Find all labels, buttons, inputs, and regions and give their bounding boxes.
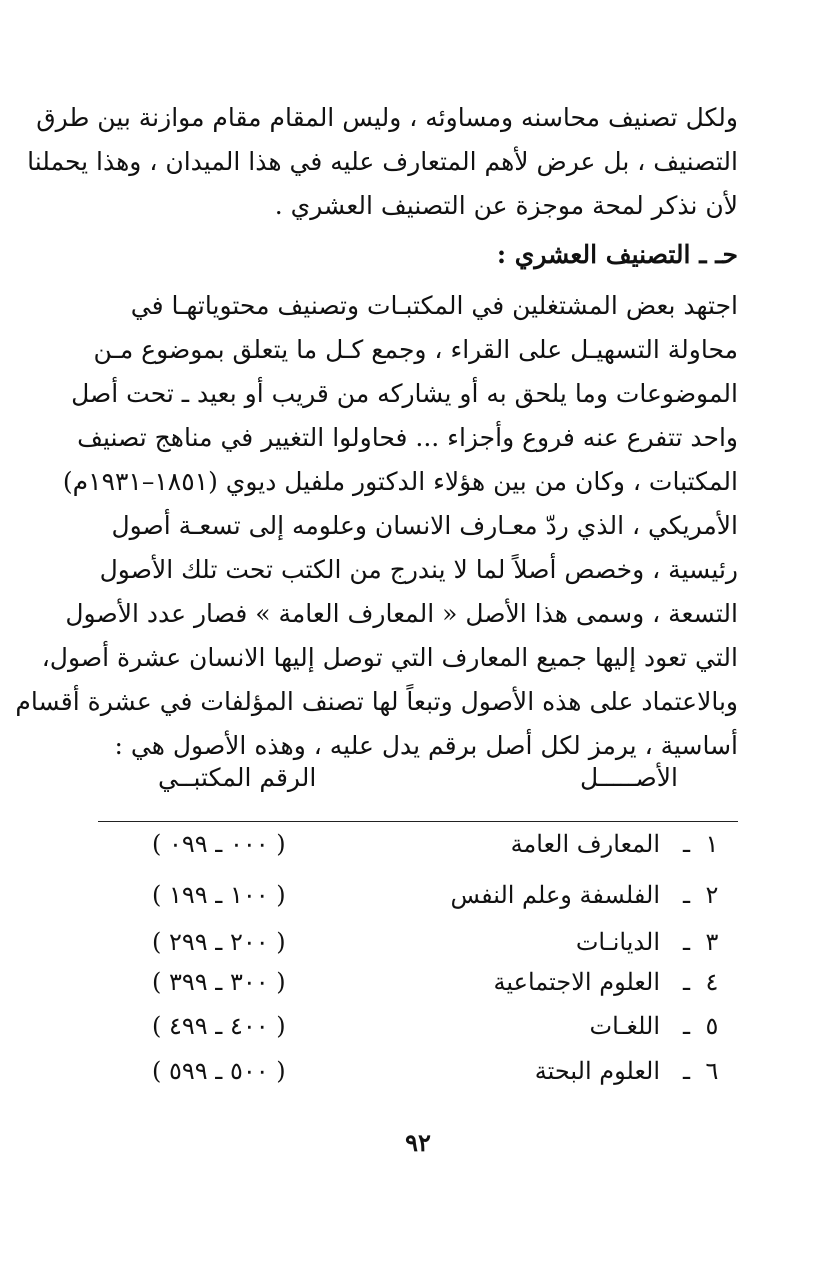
text-line: أساسية ، يرمز لكل أصل برقم يدل عليه ، وهذه الأصول هي : [114,731,738,760]
row-dash: ـ [682,1057,690,1085]
row-number: ٢ [705,881,719,909]
column-header-asl: الأصـــــل [580,763,678,792]
text-line: لأن نذكر لمحة موجزة عن التصنيف العشري . [274,191,738,220]
table-rule-divider [98,821,738,822]
text-line: محاولة التسهيـل على القراء ، وجمع كـل ما يتعلق بموضوع مـن [93,335,738,364]
body-paragraph [15,284,738,768]
row-number: ١ [705,830,719,858]
table-row [104,1012,724,1056]
table-row [104,881,724,925]
table-header [108,763,738,807]
row-number-range: ( ٤٠٠ ـ ٤٩٩ ) [152,1012,286,1040]
text-line: اجتهد بعض المشتغلين في المكتبـات وتصنيف محتوياتهـا في [130,291,738,320]
text-line: واحد تتفرع عنه فروع وأجزاء ... فحاولوا التغيير في مناهج تصنيف [77,423,738,452]
page-number: ٩٢ [405,1128,431,1157]
row-number-range: ( ٢٠٠ ـ ٢٩٩ ) [152,928,286,956]
row-number-range: ( ٥٠٠ ـ ٥٩٩ ) [152,1057,286,1085]
row-class-name: الفلسفة وعلم النفس [450,881,660,909]
row-number: ٤ [705,968,719,996]
text-line: المكتبات ، وكان من بين هؤلاء الدكتور ملفيل ديوي (١٨٥١–١٩٣١م) [62,467,738,496]
text-line: التصنيف ، بل عرض لأهم المتعارف عليه في هذا الميدان ، وهذا يحملنا [27,147,738,176]
table-row [104,830,724,874]
row-class-name: المعارف العامة [510,830,660,858]
table-row [104,928,724,972]
table-row [104,1057,724,1101]
text-line: التي تعود إليها جميع المعارف التي توصل إليها الانسان عشرة أصول، [41,643,738,672]
row-number: ٥ [705,1012,719,1040]
row-class-name: العلوم البحتة [534,1057,660,1085]
row-class-name: اللغـات [589,1012,660,1040]
row-dash: ـ [682,968,690,996]
section-heading: حـ ـ التصنيف العشري : [496,240,738,269]
row-number-range: ( ١٠٠ ـ ١٩٩ ) [152,881,286,909]
table-row [104,968,724,1012]
row-dash: ـ [682,1012,690,1040]
column-header-raqm: الرقم المكتبــي [158,763,317,792]
row-dash: ـ [682,928,690,956]
row-class-name: الديانـات [575,928,660,956]
row-number: ٦ [705,1057,719,1085]
text-line: الموضوعات وما يلحق به أو يشاركه من قريب أو بعيد ـ تحت أصل [71,379,738,408]
text-line: التسعة ، وسمى هذا الأصل « المعارف العامة » فصار عدد الأصول [65,599,738,628]
text-line: الأمريكي ، الذي ردّ معـارف الانسان وعلومه إلى تسعـة أصول [111,511,738,540]
row-number-range: ( ٣٠٠ ـ ٣٩٩ ) [152,968,286,996]
intro-paragraph [27,96,738,228]
text-line: ولكل تصنيف محاسنه ومساوئه ، وليس المقام مقام موازنة بين طرق [36,103,738,132]
row-dash: ـ [682,830,690,858]
row-number: ٣ [705,928,719,956]
row-class-name: العلوم الاجتماعية [493,968,660,996]
row-dash: ـ [682,881,690,909]
text-line: رئيسية ، وخصص أصلاً لما لا يندرج من الكتب تحت تلك الأصول [99,555,738,584]
row-number-range: ( ٠٠٠ ـ ٠٩٩ ) [152,830,286,858]
text-line: وبالاعتماد على هذه الأصول وتبعاً لها تصنف المؤلفات في عشرة أقسام [15,687,738,716]
